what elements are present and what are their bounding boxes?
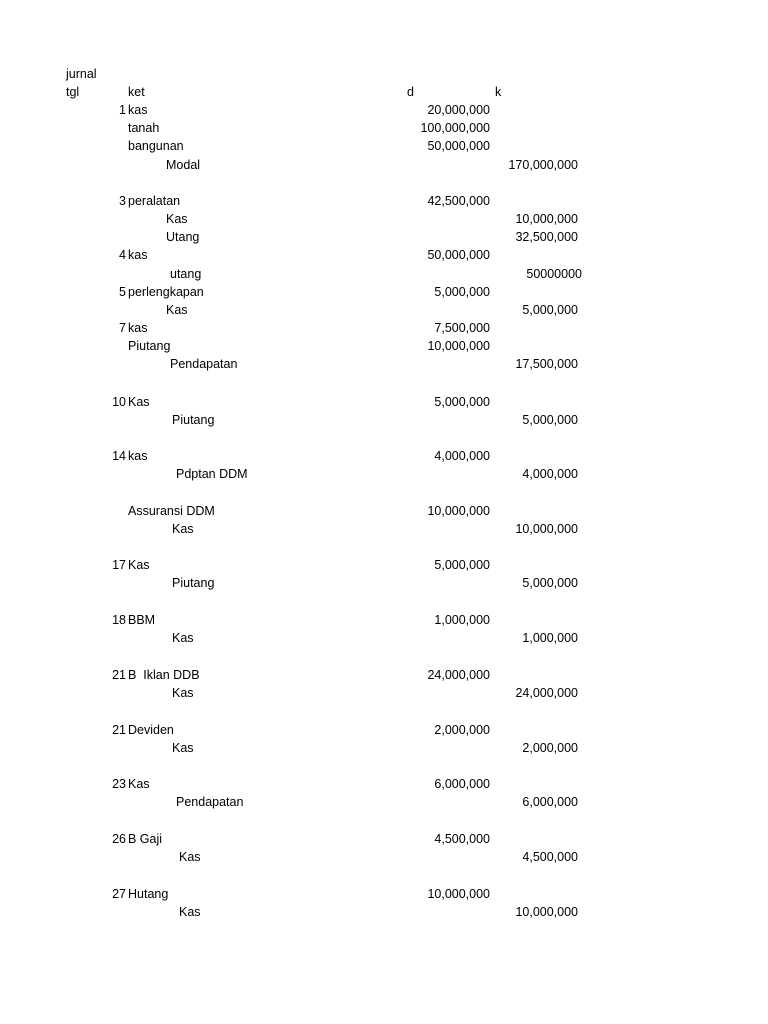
- row-credit-account: Kas: [172, 686, 194, 700]
- row-debit-amount: 20,000,000: [427, 103, 490, 117]
- row-credit-account: Pendapatan: [176, 795, 244, 809]
- row-credit-account: Modal: [166, 158, 201, 172]
- row-debit-amount: 4,500,000: [434, 832, 490, 846]
- row-debit-account: Piutang: [128, 339, 171, 353]
- row-debit-account: BBM: [128, 613, 156, 627]
- row-credit-account: Utang: [166, 230, 200, 244]
- row-credit-amount: 5,000,000: [522, 303, 578, 317]
- row-debit-account: peralatan: [128, 194, 181, 208]
- row-debit-account: Kas: [128, 395, 150, 409]
- header-debit: d: [407, 85, 414, 99]
- row-date: 3: [119, 194, 126, 208]
- row-debit-account: Deviden: [128, 723, 174, 737]
- row-debit-amount: 5,000,000: [434, 558, 490, 572]
- row-date: 26: [112, 832, 126, 846]
- row-date: 1: [119, 103, 126, 117]
- row-debit-amount: 50,000,000: [427, 139, 490, 153]
- row-debit-account: kas: [128, 103, 148, 117]
- header-credit: k: [495, 85, 502, 99]
- row-date: 21: [112, 723, 126, 737]
- row-credit-amount: 10,000,000: [515, 905, 578, 919]
- row-credit-amount: 32,500,000: [515, 230, 578, 244]
- row-debit-account: tanah: [128, 121, 160, 135]
- row-debit-account: kas: [128, 449, 148, 463]
- row-debit-account: Kas: [128, 777, 150, 791]
- row-date: 4: [119, 248, 126, 262]
- row-debit-account: Hutang: [128, 887, 169, 901]
- row-credit-account: Piutang: [172, 413, 215, 427]
- row-debit-account: kas: [128, 321, 148, 335]
- row-credit-amount: 10,000,000: [515, 522, 578, 536]
- row-debit-amount: 42,500,000: [427, 194, 490, 208]
- row-debit-account: B Gaji: [128, 832, 163, 846]
- row-credit-amount: 24,000,000: [515, 686, 578, 700]
- row-credit-account: Kas: [179, 850, 201, 864]
- row-credit-account: Pendapatan: [170, 357, 238, 371]
- row-date: 5: [119, 285, 126, 299]
- row-debit-amount: 24,000,000: [427, 668, 490, 682]
- row-credit-amount: 5,000,000: [522, 576, 578, 590]
- row-credit-account: Kas: [179, 905, 201, 919]
- row-credit-account: Kas: [166, 303, 188, 317]
- row-debit-account: kas: [128, 248, 148, 262]
- row-credit-amount: 5,000,000: [522, 413, 578, 427]
- row-credit-amount: 4,500,000: [522, 850, 578, 864]
- row-date: 14: [112, 449, 126, 463]
- row-credit-amount: 4,000,000: [522, 467, 578, 481]
- row-debit-amount: 5,000,000: [434, 395, 490, 409]
- row-debit-account: B Iklan DDB: [128, 668, 200, 682]
- header-date: tgl: [66, 85, 80, 99]
- row-date: 18: [112, 613, 126, 627]
- row-date: 23: [112, 777, 126, 791]
- row-credit-account: Pdptan DDM: [176, 467, 248, 481]
- row-credit-account: Kas: [166, 212, 188, 226]
- row-credit-amount: 6,000,000: [522, 795, 578, 809]
- row-debit-account: perlengkapan: [128, 285, 204, 299]
- row-credit-amount: 17,500,000: [515, 357, 578, 371]
- row-credit-amount: 1,000,000: [522, 631, 578, 645]
- row-debit-account: bangunan: [128, 139, 184, 153]
- row-credit-account: Kas: [172, 522, 194, 536]
- row-credit-amount: 2,000,000: [522, 741, 578, 755]
- row-credit-amount: 10,000,000: [515, 212, 578, 226]
- row-credit-amount: 170,000,000: [508, 158, 578, 172]
- row-debit-account: Assuransi DDM: [128, 504, 215, 518]
- row-debit-amount: 6,000,000: [434, 777, 490, 791]
- row-date: 21: [112, 668, 126, 682]
- row-debit-amount: 50,000,000: [427, 248, 490, 262]
- row-debit-amount: 10,000,000: [427, 887, 490, 901]
- sheet-title: jurnal: [66, 67, 97, 81]
- row-debit-amount: 4,000,000: [434, 449, 490, 463]
- row-credit-amount: 50000000: [526, 267, 582, 281]
- row-credit-account: Kas: [172, 631, 194, 645]
- row-date: 7: [119, 321, 126, 335]
- row-debit-account: Kas: [128, 558, 150, 572]
- row-debit-amount: 5,000,000: [434, 285, 490, 299]
- row-debit-amount: 100,000,000: [420, 121, 490, 135]
- row-credit-account: Kas: [172, 741, 194, 755]
- row-debit-amount: 7,500,000: [434, 321, 490, 335]
- row-credit-account: Piutang: [172, 576, 215, 590]
- row-date: 27: [112, 887, 126, 901]
- row-date: 10: [112, 395, 126, 409]
- row-debit-amount: 10,000,000: [427, 504, 490, 518]
- row-debit-amount: 2,000,000: [434, 723, 490, 737]
- row-date: 17: [112, 558, 126, 572]
- header-desc: ket: [128, 85, 145, 99]
- row-debit-amount: 1,000,000: [434, 613, 490, 627]
- row-debit-amount: 10,000,000: [427, 339, 490, 353]
- row-credit-account: utang: [170, 267, 202, 281]
